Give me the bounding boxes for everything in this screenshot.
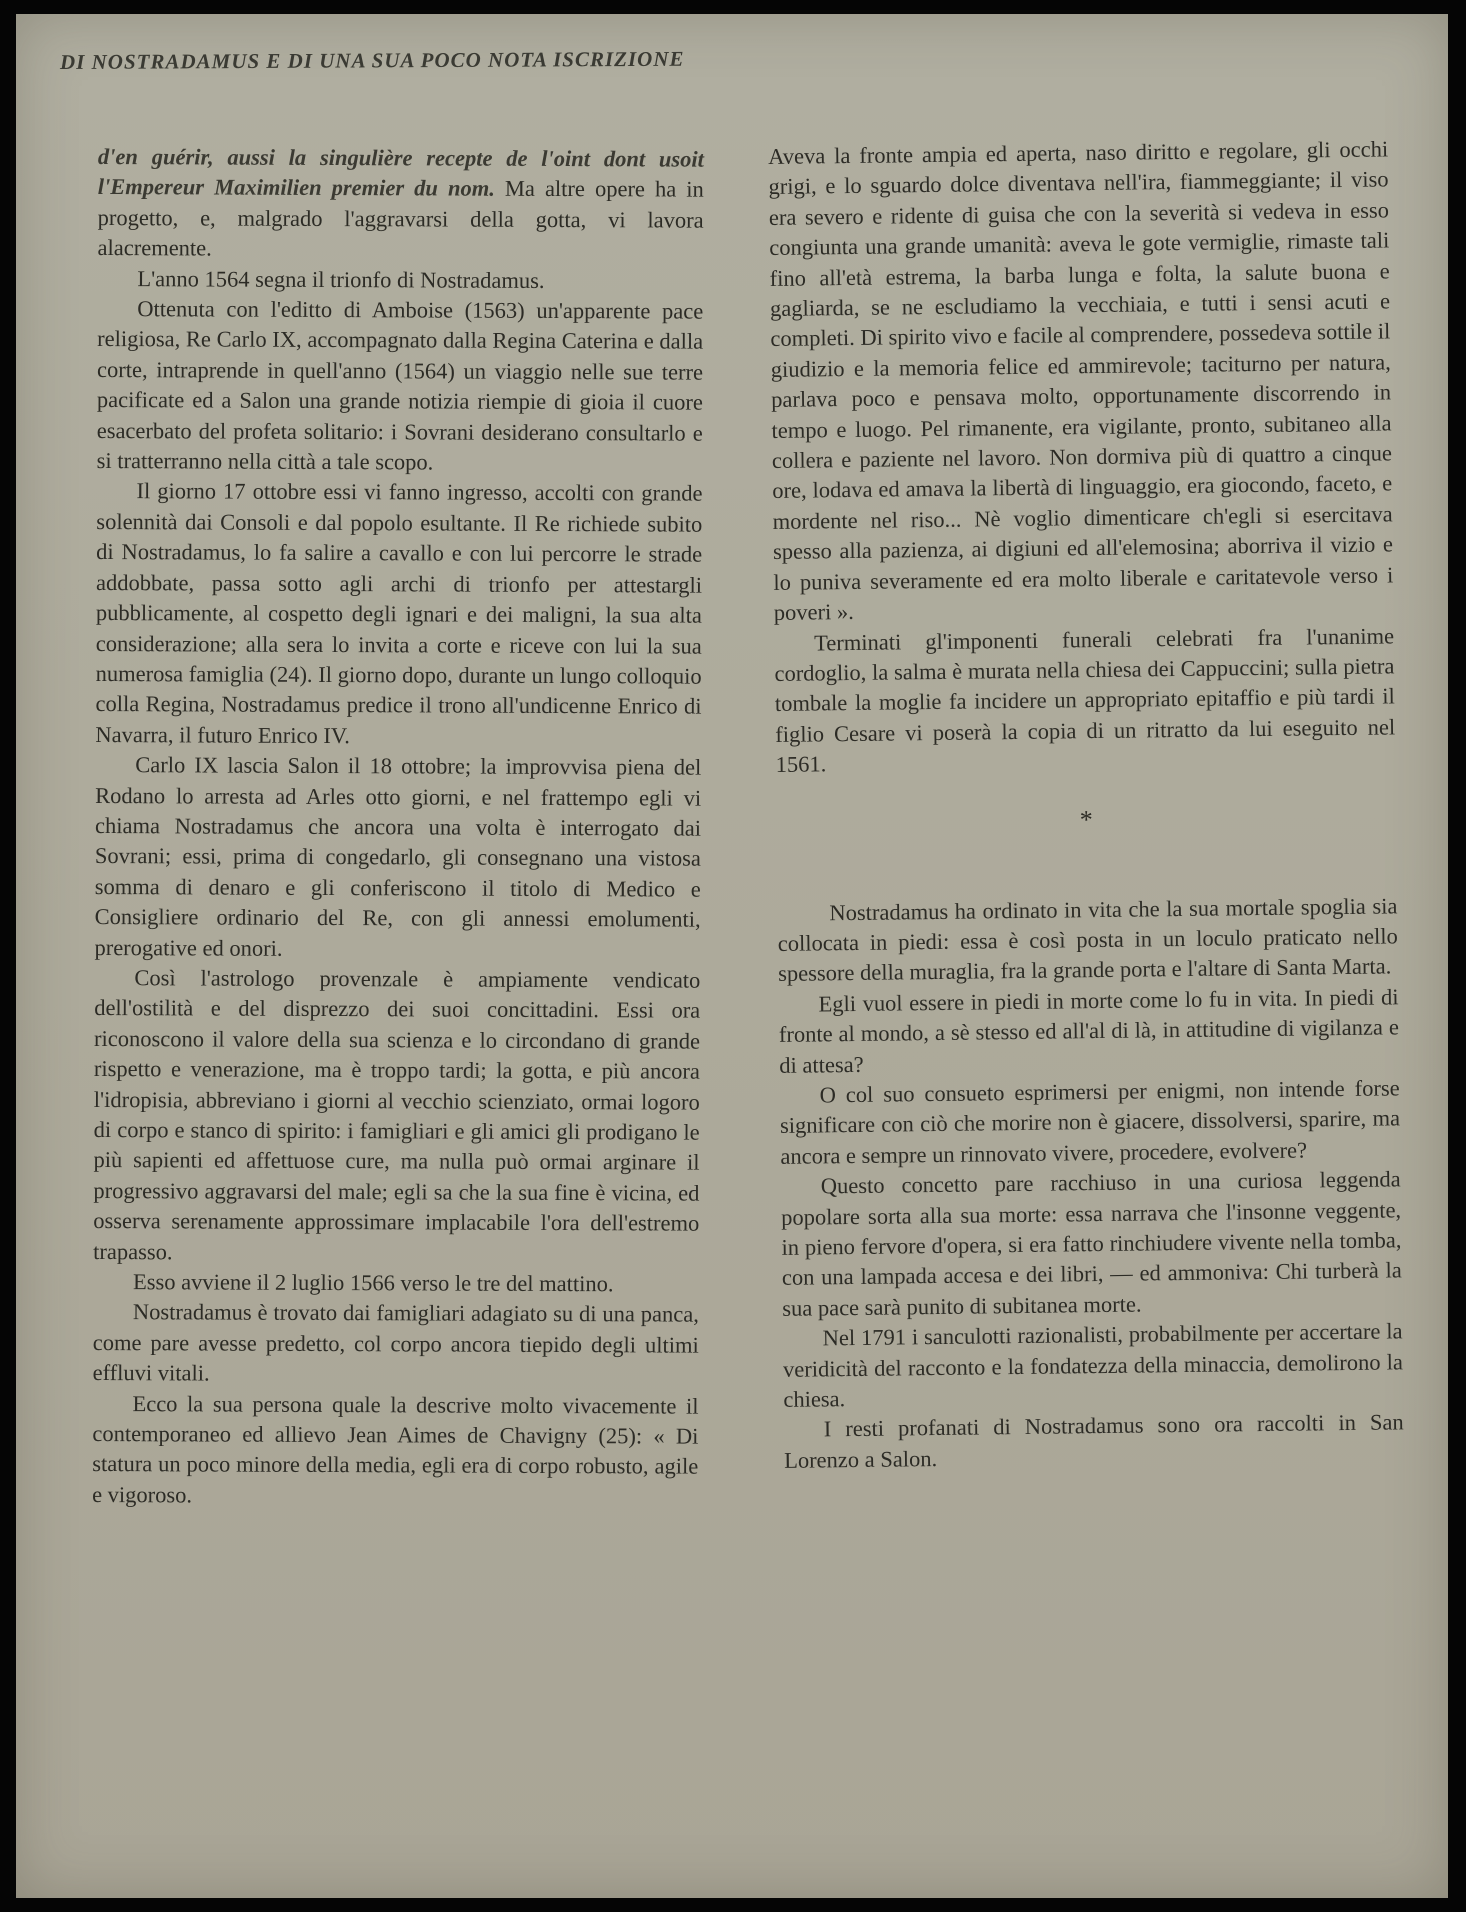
running-title: DI NOSTRADAMUS E DI UNA SUA POCO NOTA ISCRIZIONE	[59, 46, 685, 74]
lead-continuation: Ma altre opere ha in progetto, e, malgrado l'aggravarsi della gotta, vi lavora alacremente.	[97, 176, 704, 261]
paragraph: Questo concetto pare racchiuso in una curiosa leggenda popolare sorta alla sua morte: essa narrava che l'insonne veggente, in pieno fervore d'opera, si era fatto rinchiudere vivente nella tomba, con una lampada accesa e dei libri, — ed ammoniva: Chi turberà la sua pace sarà punito di subitanea morte.	[780, 1166, 1402, 1321]
paragraph: Nel 1791 i sanculotti razionalisti, probabilmente per accertare la veridicità del racconto e la fondatezza della minaccia, demolirono la chiesa.	[782, 1318, 1404, 1412]
paragraph: Ottenuta con l'editto di Amboise (1563) un'apparente pace religiosa, Re Carlo IX, accompagnato dalla Regina Caterina e dalla corte, intraprende in quell'anno (1564) un viaggio nelle sue terre pacificate ed a Salon una grande notizia riempie di gioia il cuore esacerbato del profeta solitario: i Sovrani desiderano consultarlo e si tratterranno nella città a tale scopo.	[96, 296, 704, 475]
section-separator: *	[1079, 804, 1093, 834]
paragraph: Nostradamus ha ordinato in vita che la sua mortale spoglia sia collocata in piedi: essa è così posta in un loculo praticato nello spessore della muraglia, fra la grande porta e l'altare di Santa Marta.	[777, 892, 1398, 987]
paragraph: O col suo consueto esprimersi per enigmi, non intende forse significare con ciò che morire non è giacere, dissolversi, sparire, ma ancora e sempre un rinnovato vivere, procedere, evolvere?	[779, 1075, 1401, 1169]
paragraph-lead	[97, 142, 704, 266]
paragraph: Carlo IX lascia Salon il 18 ottobre; la improvvisa piena del Rodano lo arresta ad Arles otto giorni, e nel frattempo egli vi chiama Nostradamus che ancora una volta è interrogato dai Sovrani; essi, prima di congedarlo, gli consegnano una vistosa somma di denaro e gli conferiscono il titolo di Medico e Consigliere ordinario del Re, con gli annessi emolumenti, prerogative ed onori.	[94, 752, 702, 961]
paragraph: Nostradamus è trovato dai famigliari adagiato su di una panca, come pare avesse predetto, col corpo ancora tiepido degli ultimi effluvi vitali.	[92, 1299, 699, 1386]
paragraph: Ecco la sua persona quale la descrive molto vivacemente il contemporaneo ed allievo Jean Aimes de Chavigny (25): « Di statura un poco minore della media, egli era di corpo robusto, agile e vigoroso.	[92, 1390, 699, 1508]
italic-quote: d'en guérir, aussi la singulière recepte de l'oint dont usoit l'Empereur Maximilien premier du nom.	[97, 143, 704, 202]
right-column	[768, 134, 1404, 1476]
paragraph: I resti profanati di Nostradamus sono ora raccolti in San Lorenzo a Salon.	[783, 1409, 1404, 1473]
paragraph: Il giorno 17 ottobre essi vi fanno ingresso, accolti con grande solennità dai Consoli e dal popolo esultante. Il Re richiede subito di Nostradamus, lo fa salire a cavallo e con lui percorre le strade addobbate, passa sotto agli archi di trionfo per attestargli pubblicamente, al cospetto degli ignari e dei maligni, la sua alta considerazione; alla sera lo invita a corte e riceve con lui la sua numerosa famiglia (24). Il giorno dopo, durante un lungo colloquio colla Regina, Nostradamus predice il trono all'undicenne Enrico di Navarra, il futuro Enrico IV.	[95, 478, 703, 748]
paragraph: Terminati gl'imponenti funerali celebrati fra l'unanime cordoglio, la salma è murata nella chiesa dei Cappuccini; sulla pietra tombale la moglie fa incidere un appropriato epitaffio e più tardi il figlio Cesare vi poserà la copia di un ritratto da lui eseguito nel 1561.	[774, 622, 1396, 778]
book-page	[16, 14, 1448, 1898]
left-column	[92, 142, 704, 1513]
paragraph: Aveva la fronte ampia ed aperta, naso diritto e regolare, gli occhi grigi, e lo sguardo dolce diventava nell'ira, fiammeggiante; il viso era severo e ridente di guisa che con la severità si vedeva in esso congiunta una grande umanità: aveva le gote vermiglie, rimaste tali fino all'età estrema, la barba lunga e folta, la salute buona e gagliarda, se ne escludiamo la vecchiaia, e tutti i sensi acuti e completi. Di spirito vivo e facile al comprendere, possedeva sottile il giudizio e la memoria felice ed ammirevole; taciturno per natura, parlava poco e pensava molto, opportunamente discorrendo in tempo e luogo. Pel rimanente, era vigilante, pronto, subitaneo alla collera e paziente nel lavoro. Non dormiva più di quattro a cinque ore, lodava ed amava la libertà di linguaggio, era giocondo, faceto, e mordente nel riso... Nè voglio dimenticare ch'egli si esercitava spesso alla pazienza, ai digiuni ed all'elemosina; aborriva il vizio e lo puniva severamente ed era molto liberale e caritatevole verso i poveri ».	[768, 136, 1394, 626]
paragraph: L'anno 1564 segna il trionfo di Nostradamus.	[137, 265, 545, 293]
paragraph: Così l'astrologo provenzale è ampiamente vendicato dell'ostilità e del disprezzo dei suoi concittadini. Essi ora riconoscono il valore della sua scienza e lo circondano di grande rispetto e venerazione, ma è troppo tardi; la gotta, e più ancora l'idropisia, abbreviano i giorni al vecchio scienziato, ormai logoro di corpo e stanco di spirito: i famigliari e gli amici gli prodigano le più sapienti ed affettuose cure, ma nulla può ormai arginare il progressivo aggravarsi del male; egli sa che la sua fine è vicina, ed osserva serenamente approssimare implacabile l'ora dell'estremo trapasso.	[93, 965, 701, 1264]
paragraph: Egli vuol essere in piedi in morte come lo fu in vita. In piedi di fronte al mondo, a sè stesso ed all'al di là, in attitudine di vigilanza e di attesa?	[778, 984, 1400, 1078]
paragraph: Esso avviene il 2 luglio 1566 verso le tre del mattino.	[132, 1269, 614, 1297]
